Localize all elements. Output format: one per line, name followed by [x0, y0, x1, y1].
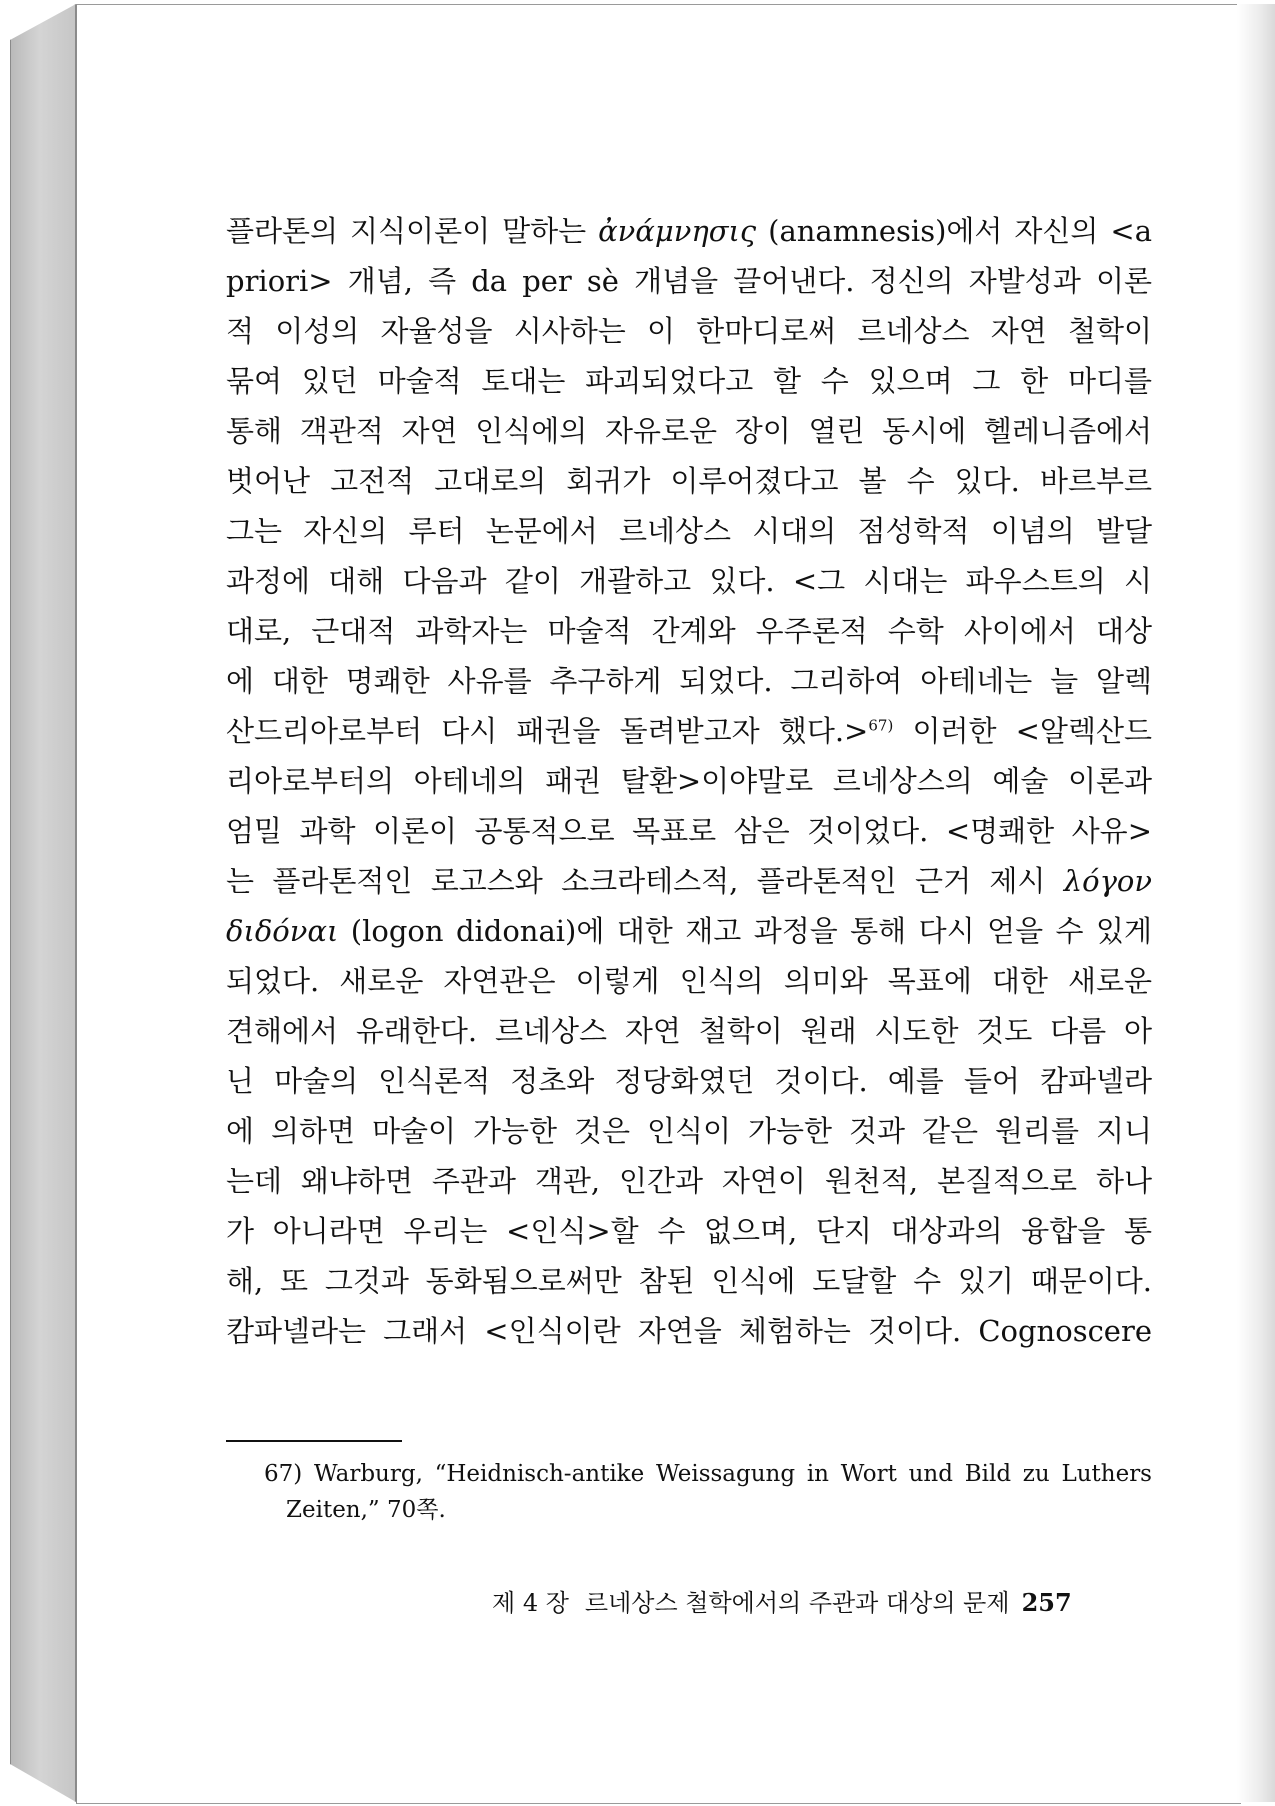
body-line-22: 해, 또 그것과 동화됨으로써만 참된 인식에 도달할 수 있기 때문이다.: [226, 1264, 1152, 1298]
body-line-11: 산드리아로부터 다시 패권을 돌려받고자 했다.>$^{67)}$ 이러한 <알렉산드: [226, 714, 1152, 748]
body-line-18: 닌 마술의 인식론적 정초와 정당화였던 것이다. 예를 들어 캄파넬라: [226, 1064, 1152, 1098]
chapter-label: 제 4 장: [492, 1589, 569, 1617]
body-line-23: 캄파넬라는 그래서 <인식이란 자연을 체험하는 것이다. Cognoscere: [226, 1314, 1152, 1348]
body-line-20: 는데 왜냐하면 주관과 객관, 인간과 자연이 원천적, 본질적으로 하나: [226, 1164, 1152, 1198]
body-line-19: 에 의하면 마술이 가능한 것은 인식이 가능한 것과 같은 원리를 지니: [226, 1114, 1152, 1148]
page-right-shadow: [1237, 4, 1275, 1802]
body-line-7: 그는 자신의 루터 논문에서 르네상스 시대의 점성학적 이념의 발달: [226, 514, 1152, 548]
running-footer: [492, 1585, 1122, 1621]
footnote-line-2: Zeiten,” 70쪽.: [286, 1497, 446, 1523]
body-line-1: 플라톤의 지식이론이 말하는 ἀνάμνησις (anamnesis)에서 자신의 <a: [226, 214, 1152, 248]
body-line-2: priori> 개념, 즉 da per sè 개념을 끌어낸다. 정신의 자발성과 이론: [226, 264, 1152, 298]
footnote-divider: [226, 1440, 402, 1442]
body-line-16: 되었다. 새로운 자연관은 이렇게 인식의 의미와 목표에 대한 새로운: [226, 964, 1152, 998]
body-line-3: 적 이성의 자율성을 시사하는 이 한마디로써 르네상스 자연 철학이: [226, 314, 1152, 348]
book-spine-outline: [10, 4, 76, 1802]
body-text: [226, 206, 1152, 1356]
body-line-14: 는 플라톤적인 로고스와 소크라테스적, 플라톤적인 근거 제시 λόγον: [226, 864, 1152, 898]
footnote-line-1: 67) Warburg, “Heidnisch-antike Weissagung in Wort und Bild zu Luthers: [264, 1461, 1152, 1487]
body-line-10: 에 대한 명쾌한 사유를 추구하게 되었다. 그리하여 아테네는 늘 알렉: [226, 664, 1152, 698]
chapter-title: 르네상스 철학에서의 주관과 대상의 문제: [584, 1589, 1010, 1617]
body-line-9: 대로, 근대적 과학자는 마술적 간계와 우주론적 수학 사이에서 대상: [226, 614, 1152, 648]
body-line-17: 견해에서 유래한다. 르네상스 자연 철학이 원래 시도한 것도 다름 아: [226, 1014, 1152, 1048]
footnote-reference-67: 67): [868, 716, 894, 735]
body-line-6: 벗어난 고전적 고대로의 회귀가 이루어졌다고 볼 수 있다. 바르부르: [226, 464, 1152, 498]
greek-term-didonai: διδόναι: [226, 914, 339, 948]
page-number: 257: [1021, 1588, 1072, 1617]
body-line-21: 가 아니라면 우리는 <인식>할 수 없으며, 단지 대상과의 융합을 통: [226, 1214, 1152, 1248]
footnote-67: [264, 1456, 1152, 1528]
greek-term-anamnesis: ἀνάμνησις: [598, 214, 757, 248]
greek-term-logon: λόγον: [1063, 864, 1152, 898]
body-line-4: 묶여 있던 마술적 토대는 파괴되었다고 할 수 있으며 그 한 마디를: [226, 364, 1152, 398]
body-line-12: 리아로부터의 아테네의 패권 탈환>이야말로 르네상스의 예술 이론과: [226, 764, 1152, 798]
body-line-8: 과정에 대해 다음과 같이 개괄하고 있다. <그 시대는 파우스트의 시: [226, 564, 1152, 598]
body-line-5: 통해 객관적 자연 인식에의 자유로운 장이 열린 동시에 헬레니즘에서: [226, 414, 1152, 448]
body-line-13: 엄밀 과학 이론이 공통적으로 목표로 삼은 것이었다. <명쾌한 사유>: [226, 814, 1152, 848]
body-line-15: διδόναι (logon didonai)에 대한 재고 과정을 통해 다시 얻을 수 있게: [226, 914, 1152, 948]
